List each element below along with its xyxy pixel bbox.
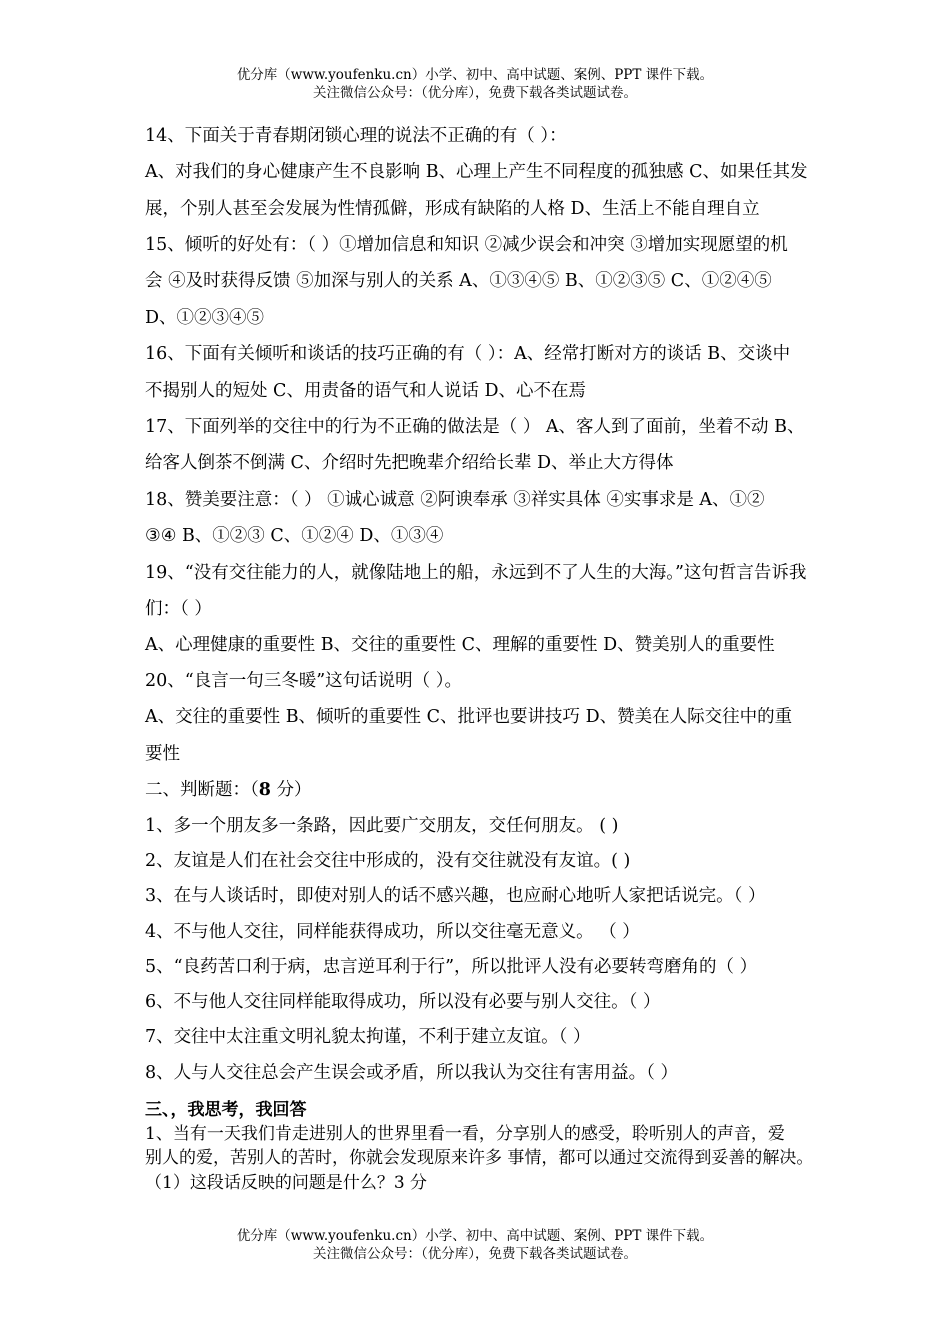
judge-title-suffix: 分） (270, 780, 312, 800)
text-line: 15、倾听的好处有：（ ）①增加信息和知识 ②减少误会和冲突 ③增加实现愿望的机 (145, 235, 788, 255)
text-line: A、交往的重要性 B、倾听的重要性 C、批评也要讲技巧 D、赞美在人际交往中的重 (145, 707, 793, 727)
text-line: A、对我们的身心健康产生不良影响 B、心理上产生不同程度的孤独感 C、如果任其发 (145, 162, 808, 182)
judge-title (145, 778, 312, 802)
text-line: 会 ④及时获得反馈 ⑤加深与别人的关系 A、①③④⑤ B、①②③⑤ C、①②④⑤ (145, 271, 772, 291)
header-line-1: 优分库（www.youfenku.cn）小学、初中、高中试题、案例、PPT 课件下载。 (236, 67, 714, 83)
text-line: 别人的爱，苦别人的苦时，你就会发现原来许多 事情，都可以通过交流得到妥善的解决。 (145, 1148, 814, 1168)
judge-item: 6、不与他人交往同样能取得成功，所以没有必要与别人交往。（ ） (145, 992, 661, 1012)
judge-title-prefix: 二、判断题：（ (145, 780, 259, 800)
header-line-2: 关注微信公众号：（优分库），免费下载各类试题试卷。 (313, 85, 637, 101)
judge-item: 3、在与人谈话时，即使对别人的话不感兴趣，也应耐心地听人家把话说完。（ ） (145, 886, 766, 906)
page-footer (0, 1227, 950, 1263)
judge-item: 7、交往中太注重文明礼貌太拘谨，不利于建立友谊。（ ） (145, 1027, 591, 1047)
text-line: 18、赞美要注意：（ ） ①诚心诚意 ②阿谀奉承 ③祥实具体 ④实事求是 A、①② (145, 490, 765, 510)
judge-item: 2、友谊是人们在社会交往中形成的，没有交往就没有友谊。( ) (145, 851, 631, 871)
footer-line-1: 优分库（www.youfenku.cn）小学、初中、高中试题、案例、PPT 课件下载。 (236, 1228, 714, 1244)
judge-item: 5、“良药苦口利于病，忠言逆耳利于行”，所以批评人没有必要转弯磨角的（ ） (145, 957, 758, 977)
judge-item: 1、多一个朋友多一条路，因此要广交朋友，交任何朋友。 ( ) (145, 816, 619, 836)
text-line: 17、下面列举的交往中的行为不正确的做法是（ ） A、客人到了面前，坐着不动 B、 (145, 417, 805, 437)
text-line: ③④ B、①②③ C、①②④ D、①③④ (145, 526, 444, 546)
judge-item: 4、不与他人交往，同样能获得成功，所以交往毫无意义。 （ ） (145, 922, 640, 942)
text-line: 14、下面关于青春期闭锁心理的说法不正确的有（ ）： (145, 126, 567, 146)
text-line: 不揭别人的短处 C、用责备的语气和人说话 D、心不在焉 (145, 381, 587, 401)
text-line: 们：（ ） (145, 599, 212, 619)
text-line: 要性 (145, 744, 180, 764)
text-line: A、心理健康的重要性 B、交往的重要性 C、理解的重要性 D、赞美别人的重要性 (145, 635, 775, 655)
text-line: 1、当有一天我们肯走进别人的世界里看一看，分享别人的感受，聆听别人的声音，爱 (145, 1124, 785, 1144)
judge-item: 8、人与人交往总会产生误会或矛盾，所以我认为交往有害用益。（ ） (145, 1063, 678, 1083)
text-line: 展，个别人甚至会发展为性情孤僻，形成有缺陷的人格 D、生活上不能自理自立 (145, 199, 760, 219)
text-line: 20、“良言一句三冬暖”这句话说明（ ）。 (145, 671, 462, 691)
text-line: 16、下面有关倾听和谈话的技巧正确的有（ ）：A、经常打断对方的谈话 B、交谈中 (145, 344, 791, 364)
judge-title-score: 8 (258, 780, 271, 800)
text-line: 19、“没有交往能力的人，就像陆地上的船，永远到不了人生的大海。”这句哲言告诉我 (145, 563, 807, 583)
text-line: 给客人倒茶不倒满 C、介绍时先把晚辈介绍给长辈 D、举止大方得体 (145, 453, 674, 473)
section-three-title: 三、，我思考，我回答 (145, 1100, 307, 1120)
text-line: （1）这段话反映的问题是什么？3 分 (145, 1173, 428, 1193)
page-header (0, 66, 950, 102)
footer-line-2: 关注微信公众号：（优分库），免费下载各类试题试卷。 (313, 1246, 637, 1262)
text-line: D、①②③④⑤ (145, 308, 265, 328)
